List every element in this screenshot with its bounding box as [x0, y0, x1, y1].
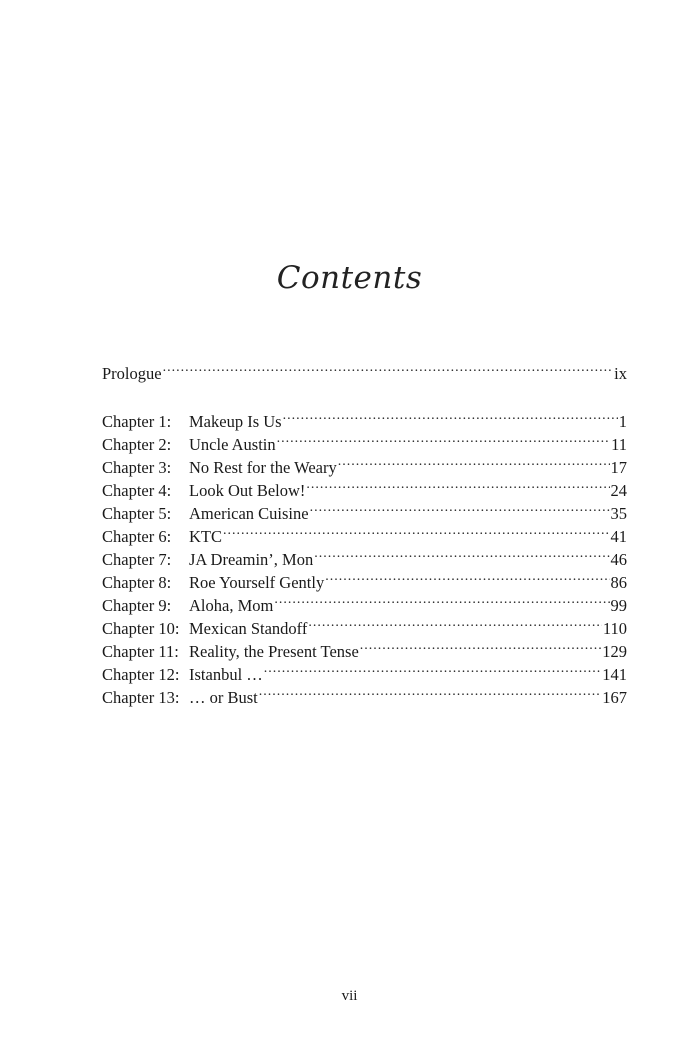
toc-chapter-number: Chapter 10:: [102, 619, 180, 638]
toc-entry-title: Look Out Below!: [189, 481, 306, 500]
toc-chapter-number: Chapter 2:: [102, 435, 172, 454]
toc-page-number: 1: [618, 412, 627, 431]
toc-page-number: 141: [602, 665, 627, 684]
toc-page-number: 17: [610, 458, 627, 477]
dot-leader: [277, 427, 610, 450]
toc-entry-title: Prologue: [102, 364, 162, 383]
toc-page-number: 86: [610, 573, 627, 592]
dot-leader: [259, 680, 601, 703]
dot-leader: [223, 519, 610, 542]
dot-leader: [264, 657, 601, 680]
toc-chapter-number: Chapter 3:: [102, 458, 172, 477]
toc-entry-title: Roe Yourself Gently: [189, 573, 325, 592]
toc-page-number: 24: [610, 481, 627, 500]
toc-chapter-number: Chapter 13:: [102, 688, 180, 707]
dot-leader: [306, 473, 609, 496]
toc-page-number: 35: [610, 504, 627, 523]
dot-leader: [283, 404, 618, 427]
toc-chapter-number: Chapter 8:: [102, 573, 172, 592]
dot-leader: [338, 450, 610, 473]
dot-leader: [308, 611, 601, 634]
toc-chapter-number: Chapter 5:: [102, 504, 172, 523]
toc-entry-chapter-1[interactable]: [102, 404, 627, 431]
toc-entry-title: … or Bust: [189, 688, 258, 707]
toc-entry-title: KTC: [189, 527, 222, 546]
dot-leader: [360, 634, 601, 657]
toc-chapter-number: Chapter 12:: [102, 665, 180, 684]
toc-chapter-number: Chapter 1:: [102, 412, 172, 431]
toc-entry-title: American Cuisine: [189, 504, 309, 523]
toc-entry-title: Mexican Standoff: [189, 619, 308, 638]
dot-leader: [310, 496, 610, 519]
toc-page-number: 46: [610, 550, 627, 569]
toc-entry-title: Istanbul …: [189, 665, 263, 684]
toc-entry-title: Uncle Austin: [189, 435, 276, 454]
toc-page-number: ix: [614, 364, 627, 383]
page-title: Contents: [276, 260, 423, 296]
toc-page-number: 167: [602, 688, 627, 707]
toc-page-number: 129: [602, 642, 627, 661]
toc-chapter-number: Chapter 11:: [102, 642, 179, 661]
toc-entry-title: No Rest for the Weary: [189, 458, 337, 477]
toc-entry-title: Aloha, Mom: [189, 596, 274, 615]
toc-entry-title: JA Dreamin’, Mon: [189, 550, 314, 569]
toc-chapter-number: Chapter 6:: [102, 527, 172, 546]
toc-entry-prologue[interactable]: [102, 356, 627, 383]
toc-chapter-number: Chapter 7:: [102, 550, 172, 569]
toc-page-number: 11: [611, 435, 627, 454]
toc-page-number: 110: [602, 619, 627, 638]
toc-chapter-number: Chapter 9:: [102, 596, 172, 615]
page-folio: vii: [341, 988, 358, 1004]
dot-leader: [274, 588, 609, 611]
toc-entry-title: Reality, the Present Tense: [189, 642, 359, 661]
dot-leader: [314, 542, 609, 565]
dot-leader: [163, 356, 614, 379]
toc-page-number: 99: [610, 596, 627, 615]
toc-page-number: 41: [610, 527, 627, 546]
dot-leader: [325, 565, 609, 588]
table-of-contents: [102, 356, 627, 707]
toc-entry-title: Makeup Is Us: [189, 412, 282, 431]
toc-chapter-number: Chapter 4:: [102, 481, 172, 500]
